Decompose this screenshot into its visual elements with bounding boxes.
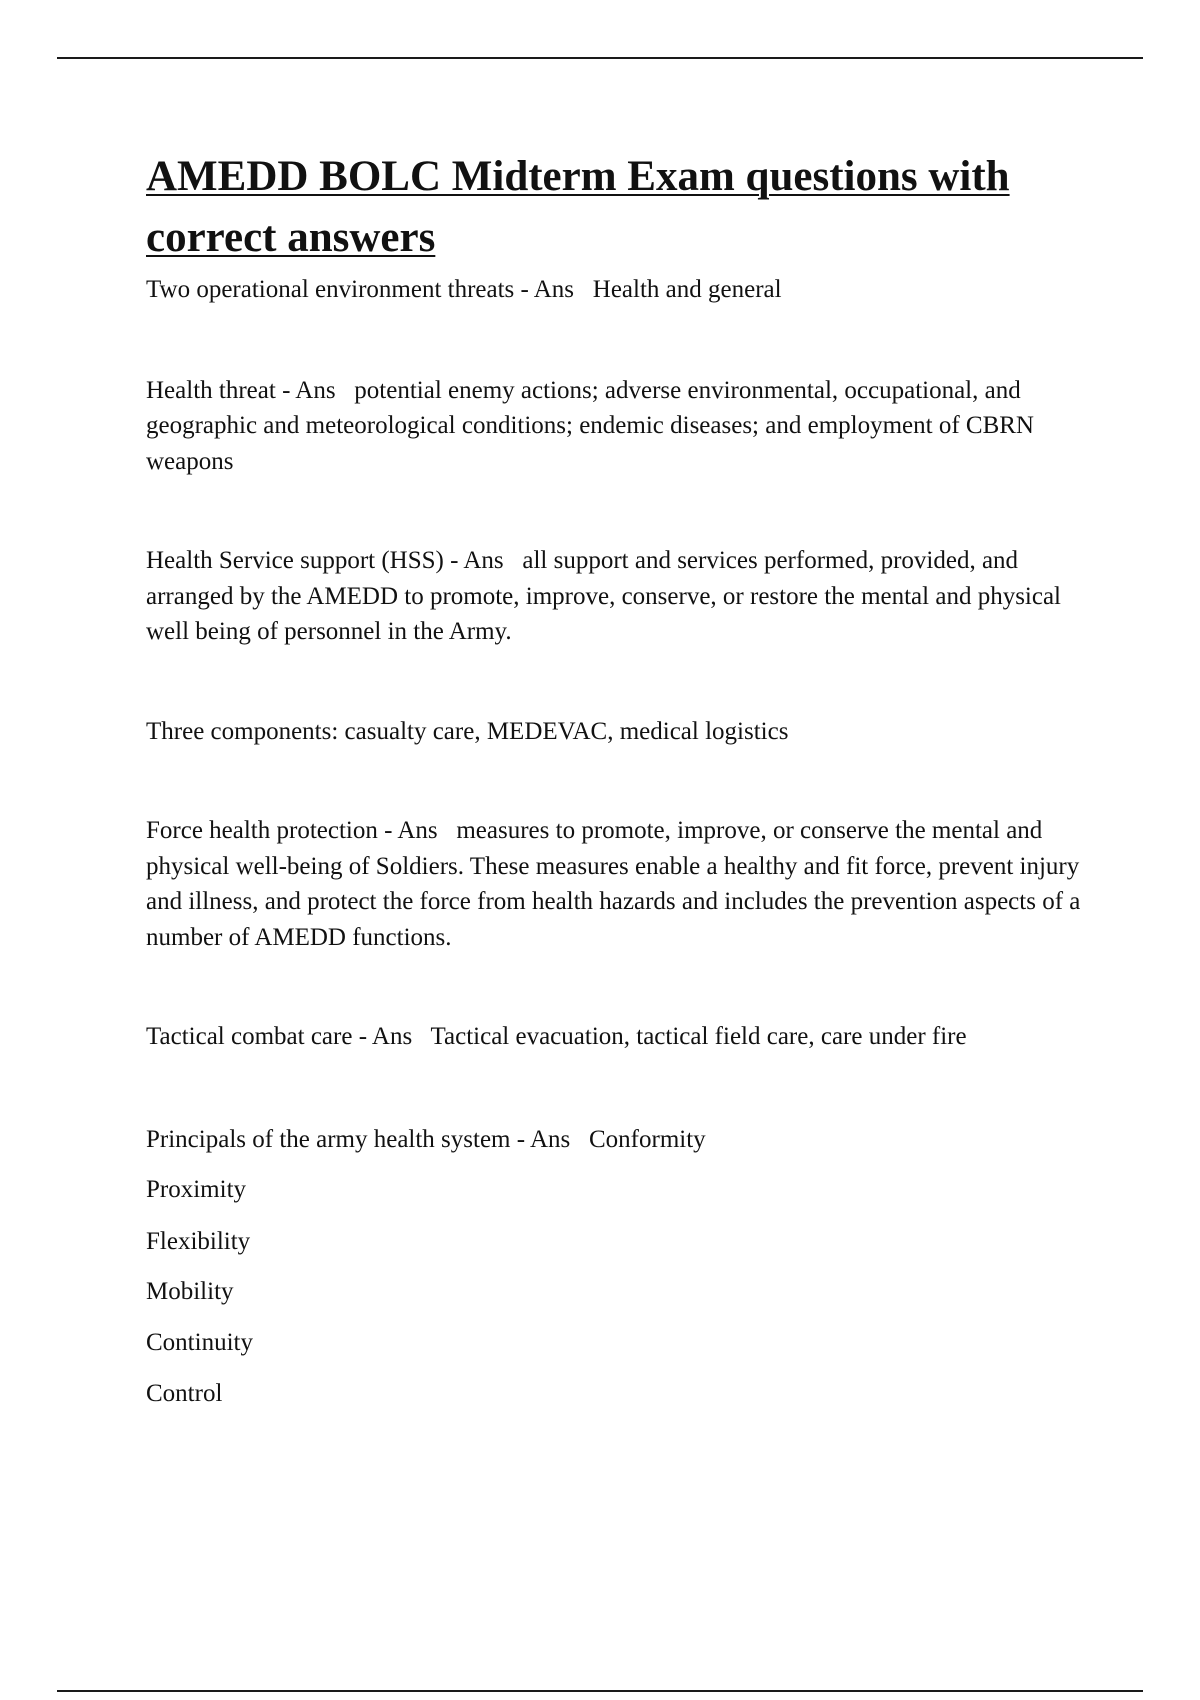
document-title: AMEDD BOLC Midterm Exam questions with correct answers — [146, 153, 1010, 261]
list-item: Flexibility — [146, 1227, 251, 1255]
entry-text: Three components: casualty care, MEDEVAC, medical logistics — [146, 717, 789, 745]
top-rule — [57, 57, 1143, 59]
entry-term: Tactical combat care — [146, 1023, 353, 1050]
list-item: Proximity — [146, 1176, 247, 1203]
entry-answer: Tactical evacuation, tactical field care, care under fire — [430, 1023, 967, 1050]
list-item: Control — [146, 1380, 223, 1407]
entry-answer: potential enemy actions; adverse environmental, occupational, and geographic and meteorological conditions; endemic diseases; and employment of CBRN weapons — [146, 376, 1034, 475]
qa-entry — [146, 1019, 1096, 1055]
entry-term: Principals of the army health system — [146, 1125, 511, 1153]
qa-entry — [146, 543, 1096, 650]
answer-separator: - Ans — [377, 817, 457, 844]
document-body — [146, 146, 1096, 1412]
entry-term: Health threat — [146, 376, 276, 404]
qa-entry — [146, 813, 1096, 955]
answer-separator: - Ans — [275, 376, 355, 404]
entry-answer: measures to promote, improve, or conserve the mental and physical well-being of Soldiers. These measures enable a healthy and fit force, prevent injury and illness, and protect the force from health hazards and includes the prevention aspects of a number of AMEDD functions. — [146, 817, 1081, 951]
list-item: Mobility — [146, 1278, 234, 1305]
entry-term: Force health protection — [146, 817, 378, 844]
answer-separator: - Ans — [352, 1023, 431, 1050]
answer-separator: - Ans — [510, 1125, 589, 1153]
plain-entry — [146, 714, 1096, 750]
entry-term: Two operational environment threats — [146, 276, 515, 303]
entry-answer: all support and services performed, provided, and arranged by the AMEDD to promote, improve, conserve, or restore the mental and physical well being of personnel in the Army. — [146, 547, 1062, 645]
qa-entry — [146, 272, 1096, 308]
bottom-rule — [57, 1690, 1143, 1692]
list-item: Continuity — [146, 1328, 253, 1356]
answer-separator: - Ans — [443, 547, 523, 574]
qa-entry — [146, 1122, 1096, 1158]
entry-term: Health Service support (HSS) — [146, 547, 444, 574]
entry-answer: Health and general — [592, 276, 782, 303]
entry-answer: Conformity — [589, 1125, 706, 1153]
answer-separator: - Ans — [514, 276, 593, 303]
qa-entry — [146, 373, 1096, 480]
